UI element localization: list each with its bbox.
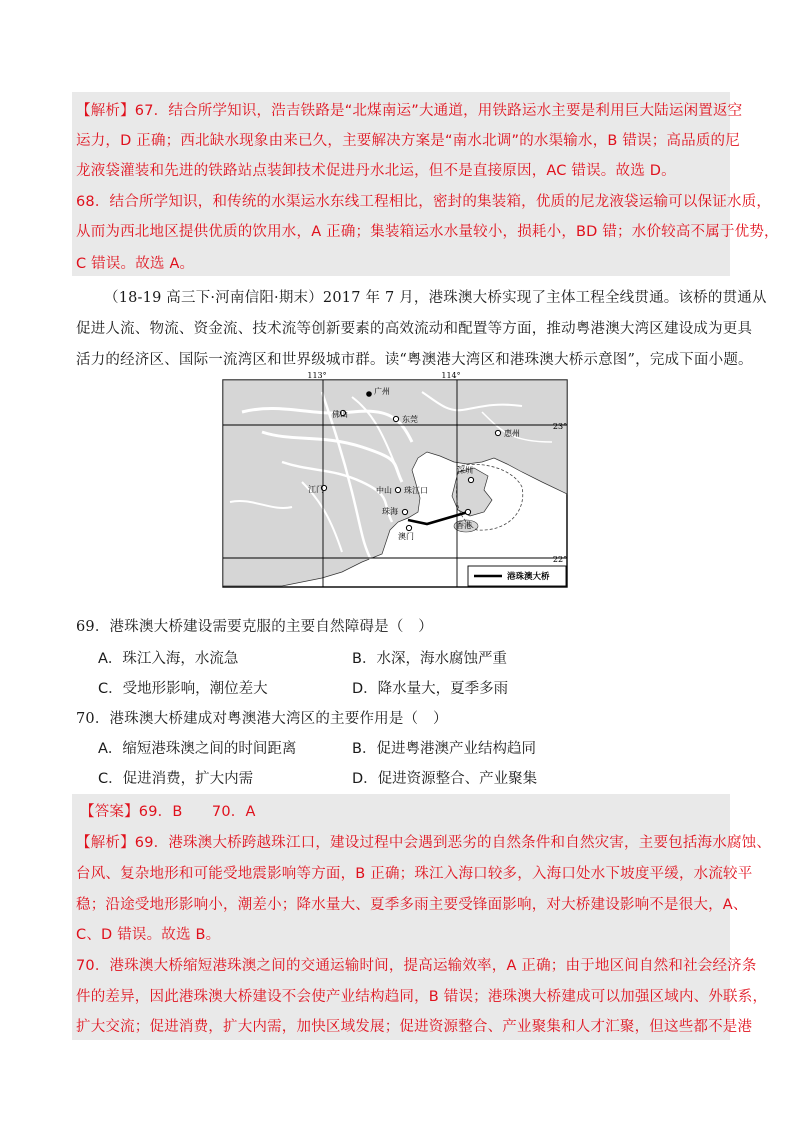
city-label-zhuhai: 珠海 [382, 507, 398, 516]
q70-option-c[interactable]: C．促进消费，扩大内需 [98, 771, 254, 787]
analysis-68-line-1: 68．结合所学知识，和传统的水渠运水东线工程相比，密封的集装箱，优质的尼龙液袋运输可以保证水质， [76, 194, 772, 210]
city-label-shenzhen: 深圳 [457, 466, 473, 475]
city-label-huizhou: 惠州 [504, 429, 520, 438]
question-69-stem: 69．港珠澳大桥建设需要克服的主要自然障碍是（ ） [76, 619, 433, 635]
analysis-70-line-3: 扩大交流；促进消费，扩大内需，加快区域发展；促进资源整合、产业聚集和人才汇聚，但这些都不是港 [76, 1019, 753, 1035]
lat-label-22: 22° [552, 555, 568, 564]
city-label-dongguan: 东莞 [402, 415, 418, 424]
city-label-hongkong: 香港 [456, 521, 472, 530]
question-intro-line-3: 活力的经济区、国际一流湾区和世界级城市群。读“粤澳港大湾区和港珠澳大桥示意图”，完成下面小题。 [76, 352, 753, 368]
q69-option-d[interactable]: D．降水量大，夏季多雨 [352, 681, 509, 697]
lon-label-114: 114° [441, 372, 461, 380]
analysis-70-line-1: 70．港珠澳大桥缩短港珠澳之间的交通运输时间，提高运输效率，A 正确；由于地区间自然和社会经济条 [76, 958, 757, 974]
q69-option-c[interactable]: C．受地形影响，潮位差大 [98, 681, 268, 697]
legend-label: 港珠澳大桥 [507, 572, 550, 582]
city-label-foshan: 佛山 [332, 410, 348, 419]
lon-label-113: 113° [307, 372, 327, 380]
question-intro-line-2: 促进人流、物流、资金流、技术流等创新要素的高效流动和配置等方面，推动粤港澳大湾区建设成为更具 [76, 321, 753, 337]
q69-option-b[interactable]: B．水深，海水腐蚀严重 [352, 651, 507, 667]
city-label-zhujiangkou: 珠江口 [404, 486, 428, 495]
q69-option-a[interactable]: A．珠江入海，水流急 [98, 651, 239, 667]
question-70-stem: 70．港珠澳大桥建成对粤澳港大湾区的主要作用是（ ） [76, 711, 448, 727]
bay-area-map [222, 372, 568, 588]
lat-label-23: 23° [552, 422, 568, 431]
analysis-70-line-2: 件的差异，因此港珠澳大桥建设不会使产业结构趋同，B 错误；港珠澳大桥建成可以加强区域内、外联系， [76, 989, 768, 1005]
city-label-macau: 澳门 [398, 532, 414, 541]
q70-option-b[interactable]: B．促进粤港澳产业结构趋同 [352, 741, 536, 757]
city-label-jiangmen: 江门 [308, 485, 324, 494]
analysis-67-line-1: 【解析】67．结合所学知识，浩吉铁路是“北煤南运”大通道，用铁路运水主要是利用巨大陆运闲置返空 [76, 103, 743, 119]
analysis-68-line-2: 从而为西北地区提供优质的饮用水，A 正确；集装箱运水水量较小，损耗小，BD 错；水价较高不属于优势， [76, 224, 779, 240]
q70-option-d[interactable]: D．促进资源整合、产业聚集 [352, 771, 538, 787]
analysis-67-line-3: 龙液袋灌装和先进的铁路站点装卸技术促进丹水北运，但不是直接原因，AC 错误。故选 D。 [76, 163, 676, 179]
analysis-69-line-3: 稳；沿途受地形影响小，潮差小；降水量大、夏季多雨主要受锋面影响，对大桥建设影响不是很大，A、 [76, 897, 748, 913]
analysis-69-line-4: C、D 错误。故选 B。 [76, 927, 221, 943]
question-intro-line-1: （18-19 高三下·河南信阳·期末）2017 年 7 月，港珠澳大桥实现了主体工程全线贯通。该桥的贯通从 [104, 290, 767, 306]
q70-option-a[interactable]: A．缩短港珠澳之间的时间距离 [98, 741, 297, 757]
analysis-69-line-1: 【解析】69．港珠澳大桥跨越珠江口，建设过程中会遇到恶劣的自然条件和自然灾害，主要包括海水腐蚀、 [76, 835, 772, 851]
city-label-guangzhou: 广州 [374, 387, 390, 396]
analysis-67-line-2: 运力，D 正确；西北缺水现象由来已久，主要解决方案是“南水北调”的水渠输水，B 错误；高品质的尼 [76, 133, 740, 149]
analysis-69-line-2: 台风、复杂地形和可能受地震影响等方面，B 正确；珠江入海口较多，入海口处水下坡度平缓，水流较平 [76, 866, 753, 882]
answer-line: 【答案】69．B 70．A [80, 804, 256, 820]
analysis-68-line-3: C 错误。故选 A。 [76, 256, 195, 272]
city-label-zhongshan: 中山 [376, 486, 392, 495]
